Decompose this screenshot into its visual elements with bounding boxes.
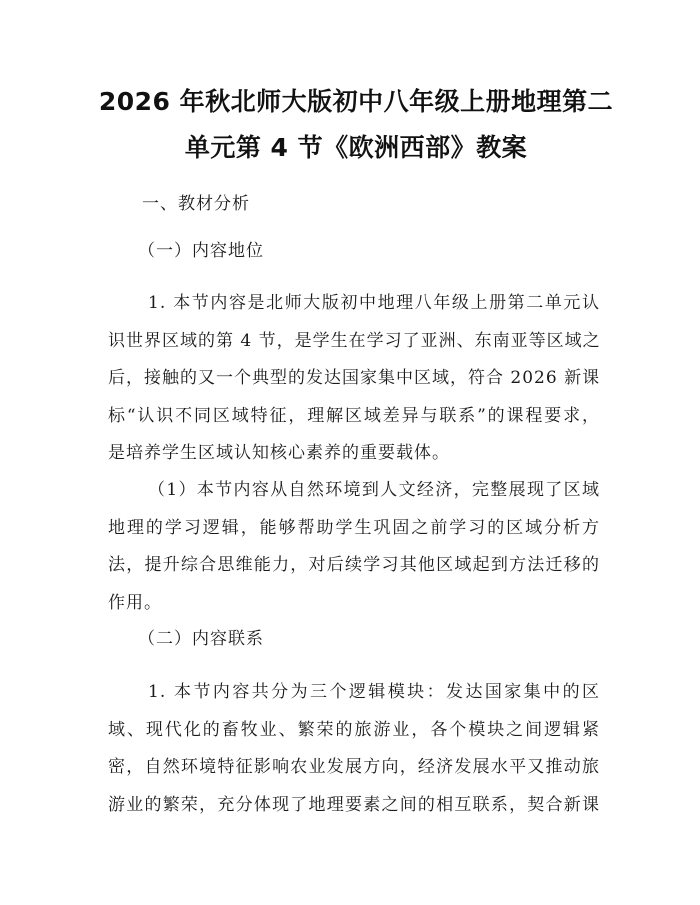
paragraph-line: 域、现代化的畜牧业、繁荣的旅游业，各个模块之间逻辑紧	[108, 719, 600, 740]
paragraph-line: 密，自然环境特征影响农业发展方向，经济发展水平又推动旅	[108, 757, 600, 777]
paragraph-line: 识世界区域的第 4 节，是学生在学习了亚洲、东南亚等区域之	[108, 330, 601, 351]
paragraph-content-position-2	[108, 472, 600, 622]
paragraph-line: 后，接触的又一个典型的发达国家集中区域，符合 2026 新课	[108, 368, 601, 388]
paragraph-line: 1. 本节内容是北师大版初中地理八年级上册第二单元认	[148, 293, 600, 313]
paragraph-line: 作用。	[108, 592, 162, 613]
paragraph-line: 游业的繁荣，充分体现了地理要素之间的相互联系，契合新课	[108, 794, 600, 815]
subsection-heading-content-connection: （二）内容联系	[138, 629, 264, 649]
paragraph-line: 地理的学习逻辑，能够帮助学生巩固之前学习的区域分析方	[108, 517, 600, 538]
document-title-line-1: 2026 年秋北师大版初中八年级上册地理第二	[98, 87, 614, 116]
document-title-line-2: 单元第 4 节《欧洲西部》教案	[184, 133, 528, 162]
paragraph-line: （1）本节内容从自然环境到人文经济，完整展现了区域	[148, 480, 600, 500]
paragraph-line: 1. 本节内容共分为三个逻辑模块：发达国家集中的区	[148, 682, 600, 702]
paragraph-line: 是培养学生区域认知核心素养的重要载体。	[108, 443, 450, 463]
paragraph-line: 法，提升综合思维能力，对后续学习其他区域起到方法迁移的	[108, 555, 600, 575]
section-heading-textbook-analysis: 一、教材分析	[142, 194, 250, 214]
paragraph-content-connection-1	[108, 674, 600, 824]
paragraph-line: 标“认识不同区域特征，理解区域差异与联系”的课程要求，	[108, 405, 600, 426]
paragraph-content-position-1	[108, 285, 600, 473]
subsection-heading-content-position: （一）内容地位	[138, 241, 264, 261]
